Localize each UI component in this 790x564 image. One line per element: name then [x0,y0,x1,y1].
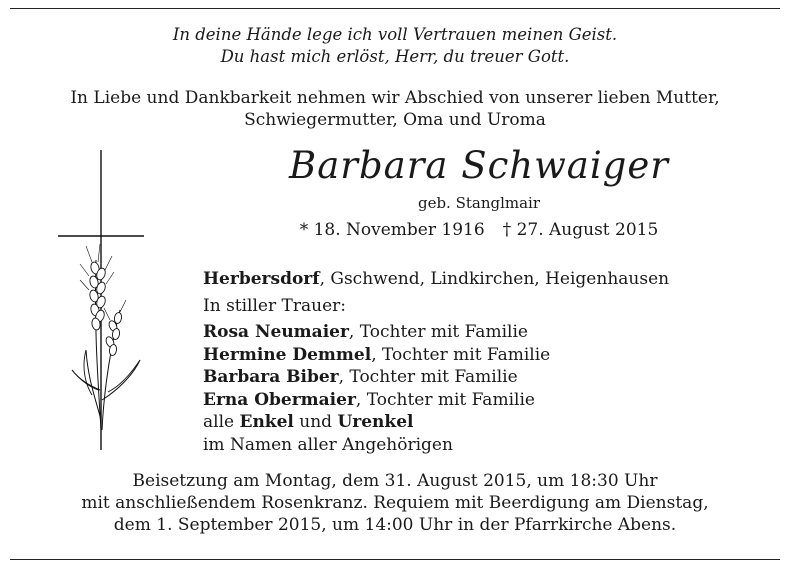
bible-verse [0,24,790,68]
place-rest: , Gschwend, Lindkirchen, Heigenhausen [319,269,670,289]
mourner-name: Hermine Demmel [203,344,372,365]
mourner-name: Erna Obermaier [203,389,356,410]
mourner-name: Barbara Biber [203,367,339,387]
list-item [203,344,669,367]
intro-line-2: Schwiegermutter, Oma und Uroma [244,110,546,130]
closing-line-2: mit anschließendem Rosenkranz. Requiem mit Beerdigung am Dienstag, [81,493,709,513]
deceased-name: Barbara Schwaiger [289,144,669,187]
grandchildren-prefix: alle [203,412,240,432]
mourner-relation: , Tochter mit Familie [348,322,528,342]
birth-date: * 18. November 1916 [299,220,485,240]
mourners-block [203,268,669,456]
mourner-name: Rosa Neumaier [203,322,349,342]
list-item [203,366,669,389]
list-item [203,389,669,412]
closing-line-3: dem 1. September 2015, um 14:00 Uhr in der Pfarrkirche Abens. [113,515,677,535]
places-line [203,268,669,291]
place-main: Herbersdorf [203,269,320,289]
birth-name: geb. Stanglmair [417,194,541,212]
grandchildren-und: und [293,412,338,432]
bottom-rule [10,559,780,560]
death-date: † 27. August 2015 [502,220,659,240]
verse-line-2: Du hast mich erlöst, Herr, du treuer Gott. [220,47,570,66]
top-rule [10,8,780,9]
cross-with-wheat-icon [58,150,158,460]
farewell-intro [0,87,790,131]
funeral-details [0,470,790,536]
verse-line-1: In deine Hände lege ich voll Vertrauen meinen Geist. [172,25,618,44]
life-dates [200,219,758,241]
grandchildren-line [203,411,669,434]
closing-line-1: Beisetzung am Montag, dem 31. August 2015, um 18:30 Uhr [132,471,658,491]
intro-line-1: In Liebe und Dankbarkeit nehmen wir Abschied von unserer lieben Mutter, [70,88,720,108]
mourner-relation: , Tochter mit Familie [371,344,551,365]
mourning-label: In stiller Trauer: [203,295,346,316]
grandchildren-urenkel: Urenkel [337,412,414,432]
relatives-line: im Namen aller Angehörigen [203,434,453,455]
list-item [203,321,669,344]
mourner-relation: , Tochter mit Familie [338,367,518,387]
grandchildren-enkel: Enkel [239,412,294,432]
mourner-relation: , Tochter mit Familie [355,389,535,410]
